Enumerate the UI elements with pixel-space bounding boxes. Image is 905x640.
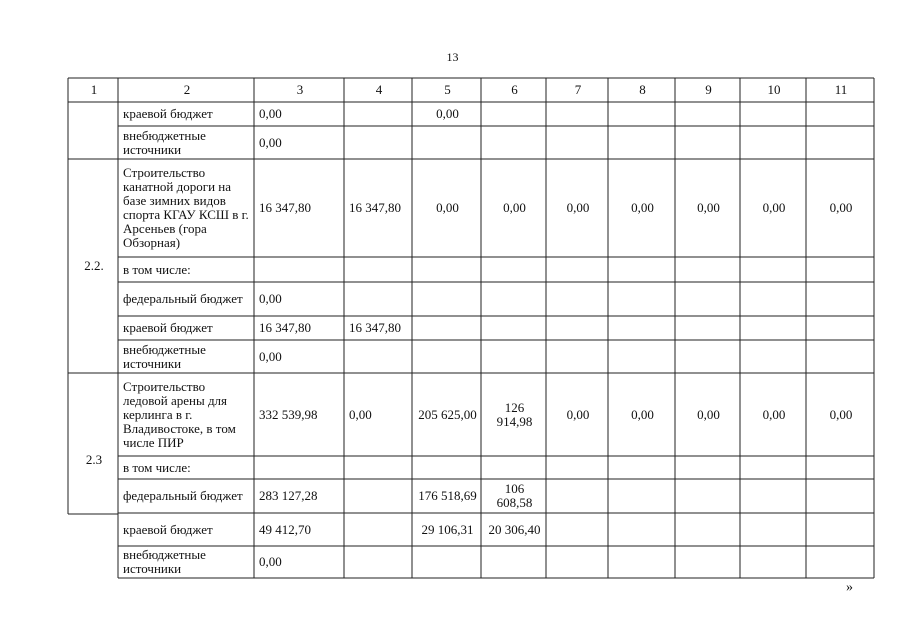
value-cell: 332 539,98 — [259, 406, 318, 422]
value-cell: 205 625,00 — [418, 406, 477, 422]
value-cell: 0,00 — [762, 200, 786, 215]
value-cell: 0,00 — [566, 406, 590, 422]
value-cell: 283 127,28 — [259, 488, 318, 503]
value-cell: 106 608,58 — [496, 481, 533, 510]
value-cell: 0,00 — [436, 200, 459, 215]
header-cell-10: 10 — [767, 82, 781, 97]
row-label: в том числе: — [123, 459, 191, 475]
value-cell: 49 412,70 — [259, 521, 311, 537]
value-cell: 16 347,80 — [349, 320, 401, 335]
value-cell: 16 347,80 — [349, 200, 401, 215]
value-cell: 0,00 — [631, 406, 654, 422]
header-cell-9: 9 — [705, 82, 712, 97]
value-cell: 0,00 — [697, 200, 720, 215]
header-cell-3: 3 — [296, 82, 304, 97]
value-cell: 126 914,98 — [496, 399, 533, 429]
value-cell: 0,00 — [259, 106, 282, 121]
value-cell: 0,00 — [259, 134, 282, 150]
value-cell: 0,00 — [259, 291, 282, 306]
value-cell: 0,00 — [829, 406, 853, 422]
header-cell-2: 2 — [183, 82, 191, 97]
value-cell: 16 347,80 — [259, 320, 311, 335]
value-cell: 29 106,31 — [421, 521, 474, 537]
row-label: краевой бюджет — [123, 106, 213, 121]
value-cell: 0,00 — [503, 200, 526, 215]
item-code: 2.3 — [85, 451, 103, 467]
row-label: внебюджетные источники — [123, 341, 206, 371]
header-cell-7: 7 — [574, 82, 582, 97]
item-title: Строительство канатной дороги на базе зимних видов спорта КГАУ КСШ в г. Арсеньев (гора Обзорная) — [123, 165, 249, 250]
value-cell: 0,00 — [259, 554, 282, 569]
value-cell: 0,00 — [697, 406, 720, 422]
closing-quote-mark: » — [846, 580, 853, 595]
header-cell-11: 11 — [834, 82, 848, 97]
header-cell-4: 4 — [375, 82, 383, 97]
row-label: краевой бюджет — [123, 320, 213, 335]
value-cell: 20 306,40 — [488, 521, 541, 537]
row-label: федеральный бюджет — [123, 488, 243, 503]
header-cell-5: 5 — [444, 82, 451, 97]
row-label: внебюджетные источники — [123, 127, 206, 157]
header-cell-6: 6 — [511, 82, 518, 97]
value-cell: 0,00 — [436, 106, 459, 121]
row-label: внебюджетные источники — [123, 547, 206, 576]
header-cell-8: 8 — [639, 82, 646, 97]
page-number: 13 — [446, 50, 459, 64]
header-cell-1: 1 — [90, 82, 98, 97]
value-cell: 0,00 — [829, 200, 853, 215]
item-code: 2.2. — [84, 258, 104, 273]
value-cell: 16 347,80 — [259, 200, 311, 215]
value-cell: 0,00 — [566, 200, 590, 215]
row-label: федеральный бюджет — [123, 291, 243, 306]
value-cell: 0,00 — [631, 200, 654, 215]
item-title: Строительство ледовой арены для керлинга в г. Владивостоке, в том числе ПИР — [123, 378, 236, 450]
value-cell: 0,00 — [349, 406, 372, 422]
row-label: краевой бюджет — [123, 521, 213, 537]
row-label: в том числе: — [123, 261, 191, 277]
value-cell: 0,00 — [762, 406, 786, 422]
value-cell: 0,00 — [259, 348, 282, 364]
value-cell: 176 518,69 — [418, 488, 477, 503]
